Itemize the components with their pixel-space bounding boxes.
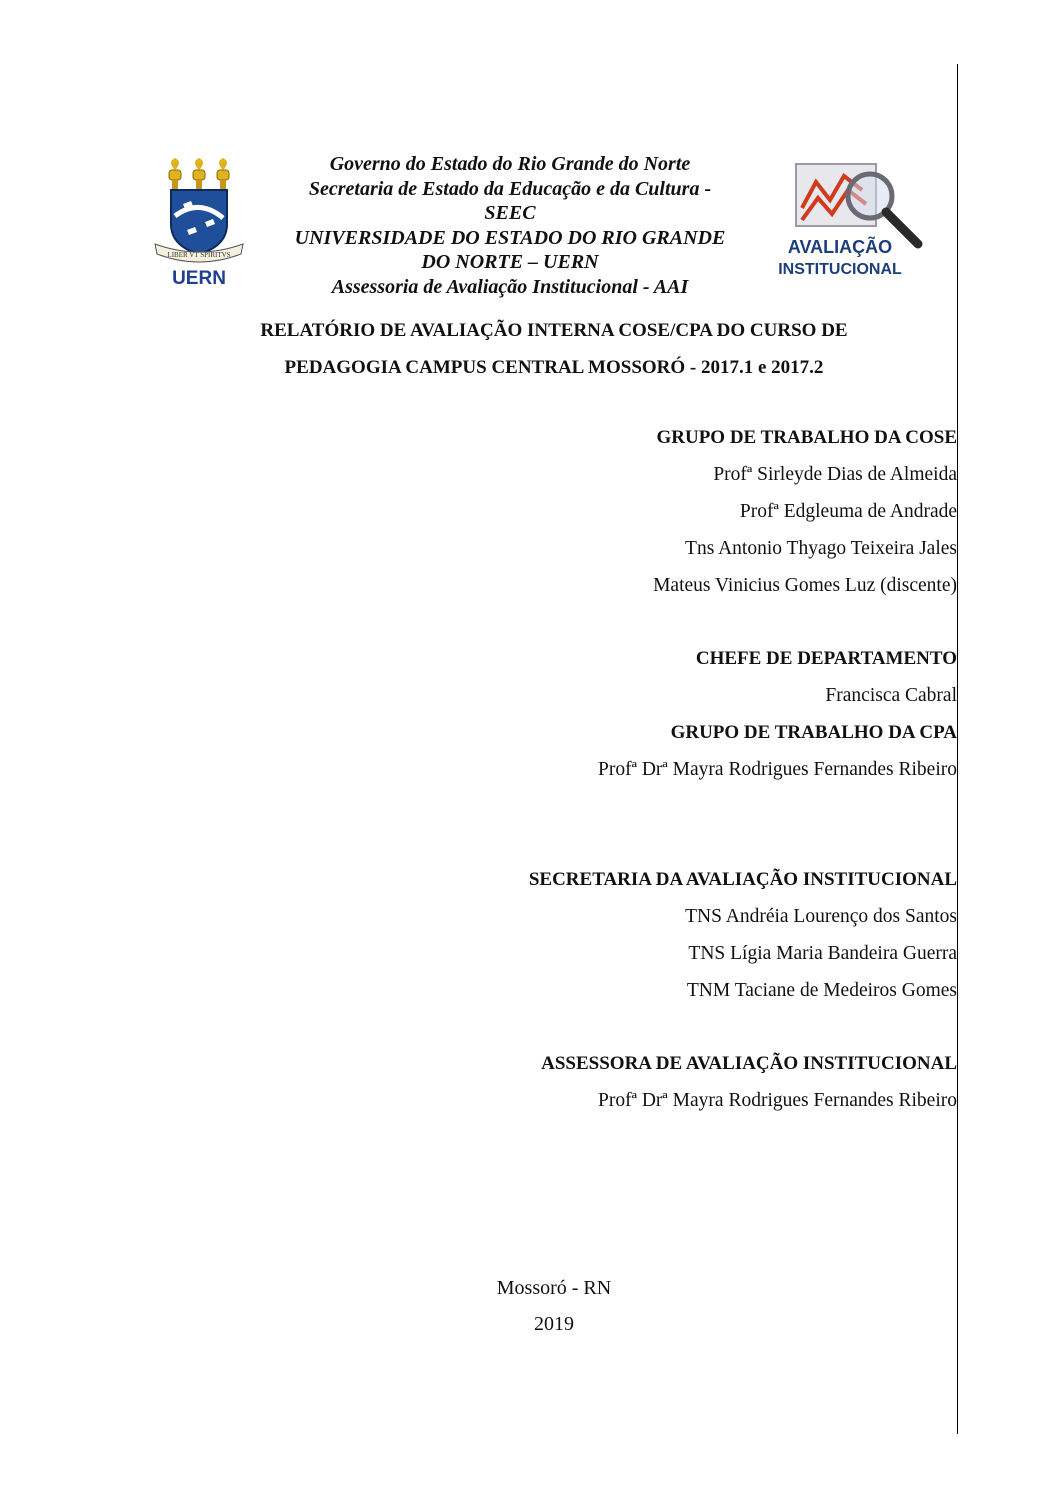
torch-icon (217, 158, 229, 190)
shield-icon (171, 190, 227, 254)
cose-group (357, 419, 957, 604)
cose-member: Profª Edgleuma de Andrade (739, 501, 957, 522)
uern-logo (153, 158, 245, 288)
cpa-heading: GRUPO DE TRABALHO DA CPA (670, 722, 957, 743)
secretaria-member: TNS Lígia Maria Bandeira Guerra (688, 943, 957, 964)
header-line: Governo do Estado do Rio Grande do Norte (329, 153, 691, 175)
footer-city: Mossoró - RN (496, 1277, 612, 1299)
torch-icon (169, 158, 181, 190)
chefe-cpa-group (357, 640, 957, 788)
torch-icon (193, 158, 205, 190)
cose-heading: GRUPO DE TRABALHO DA COSE (656, 427, 957, 448)
header-line: UNIVERSIDADE DO ESTADO DO RIO GRANDE (294, 226, 726, 249)
cpa-name: Profª Drª Mayra Rodrigues Fernandes Ribeiro (598, 759, 957, 780)
footer-year: 2019 (534, 1313, 574, 1335)
chefe-name: Francisca Cabral (825, 685, 957, 706)
page-right-border (957, 64, 958, 1434)
title-line-2: PEDAGOGIA CAMPUS CENTRAL MOSSORÓ - 2017.1 e 2017.2 (284, 357, 824, 378)
header-line: Assessoria de Avaliação Institucional - AAI (331, 275, 689, 298)
secretaria-group (357, 861, 957, 1009)
magnifier-icon (848, 174, 918, 244)
uern-logo-text: UERN (172, 268, 226, 288)
title-line-1: RELATÓRIO DE AVALIAÇÃO INTERNA COSE/CPA DO CURSO DE (260, 320, 848, 341)
secretaria-heading: SECRETARIA DA AVALIAÇÃO INSTITUCIONAL (528, 869, 957, 890)
footer (454, 1270, 654, 1342)
cose-member: Tns Antonio Thyago Teixeira Jales (685, 538, 957, 559)
assessora-heading: ASSESSORA DE AVALIAÇÃO INSTITUCIONAL (541, 1053, 957, 1074)
logo-line1: AVALIAÇÃO (787, 237, 893, 257)
assessora-group (357, 1045, 957, 1119)
secretaria-member: TNM Taciane de Medeiros Gomes (686, 980, 957, 1001)
motto-text: LIBER VT SPIRITVS (167, 251, 231, 259)
report-title (150, 312, 958, 386)
institution-header (270, 152, 750, 299)
header-line: SEEC (484, 202, 536, 224)
cose-member: Mateus Vinicius Gomes Luz (discente) (653, 575, 957, 596)
assessora-name: Profª Drª Mayra Rodrigues Fernandes Ribeiro (598, 1090, 957, 1111)
header-line: DO NORTE – UERN (421, 251, 599, 273)
avaliacao-institucional-logo (778, 160, 928, 282)
logo-line2: INSTITUCIONAL (778, 261, 902, 278)
header-line: Secretaria de Estado da Educação e da Cultura - (308, 177, 712, 200)
secretaria-member: TNS Andréia Lourenço dos Santos (685, 906, 957, 927)
cose-member: Profª Sirleyde Dias de Almeida (713, 464, 957, 485)
chefe-heading: CHEFE DE DEPARTAMENTO (695, 648, 957, 669)
